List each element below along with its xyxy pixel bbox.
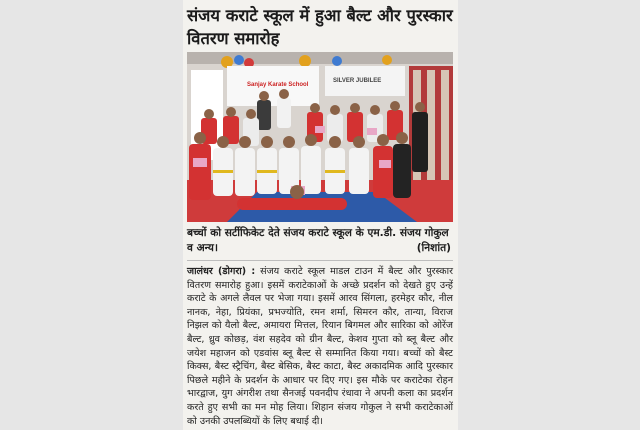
banner-text-right: SILVER JUBILEE — [333, 78, 382, 84]
article-photo — [187, 52, 453, 222]
caption-credit: (निशांत) — [416, 242, 451, 254]
group-photo-illustration — [187, 52, 453, 222]
newspaper-clipping — [183, 0, 458, 430]
photo-caption — [187, 226, 453, 256]
caption-text: बच्चों को सर्टीफिकेट देते संजय कराटे स्कूल के एम.डी. संजय गोकुल व अन्य। — [187, 227, 449, 254]
divider — [187, 260, 453, 261]
body-text: संजय कराटे स्कूल माडल टाउन में बैल्ट और पुरस्कार वितरण समारोह हुआ। इसमें कराटेकाओं के अच्छे प्रदर्शन को देखते हुए उन्हें कराटे के अगले लैवल पर भेजा गया। इसमें आरव सिंगला, हरमेहर कौर, नील नानक, नेहा, प्रियंका, प्रभज्योति, रमन शर्मा, सिमरन कौर, तान्या, विराज निझल को यैलो बैल्ट, अमायरा मित्तल, रियान बिगमल और सारिका को ओरेंज बैल्ट, ध्रुव कोछड़, वंश सहदेव को ग्रीन बैल्ट, केशव गुप्ता को ब्लू बैल्ट और जयेश महाजन को एडवांस ब्लू बैल्ट से सम्मानित किया गया। बच्चों को बैस्ट किक्स, बैस्ट स्ट्रैचिंग, बैस्ट बेसिक, बैस्ट काटा, बैस्ट अकादमिक आदि पुरस्कार पिछले महीने के प्रदर्शन के आधार पर दिए गए। इस मौके पर कराटेका रोहन भारद्वाज, युग अंगरीश तथा सैनजई पवनदीप रंधावा ने अपनी कला का प्रदर्शन करते हुए सभी का मन मोह लिया। शिहान संजय गोकुल ने सभी कराटेकाओं को उनकी उपलब्धियों के लिए बधाई दी। — [187, 266, 453, 427]
dateline: जालंधर (डोगरा) : — [187, 266, 256, 277]
banner-text-left: Sanjay Karate School — [247, 82, 309, 88]
article-headline: संजय कराटे स्कूल में हुआ बैल्ट और पुरस्कार वितरण समारोह — [187, 6, 453, 48]
article-body — [187, 265, 453, 428]
